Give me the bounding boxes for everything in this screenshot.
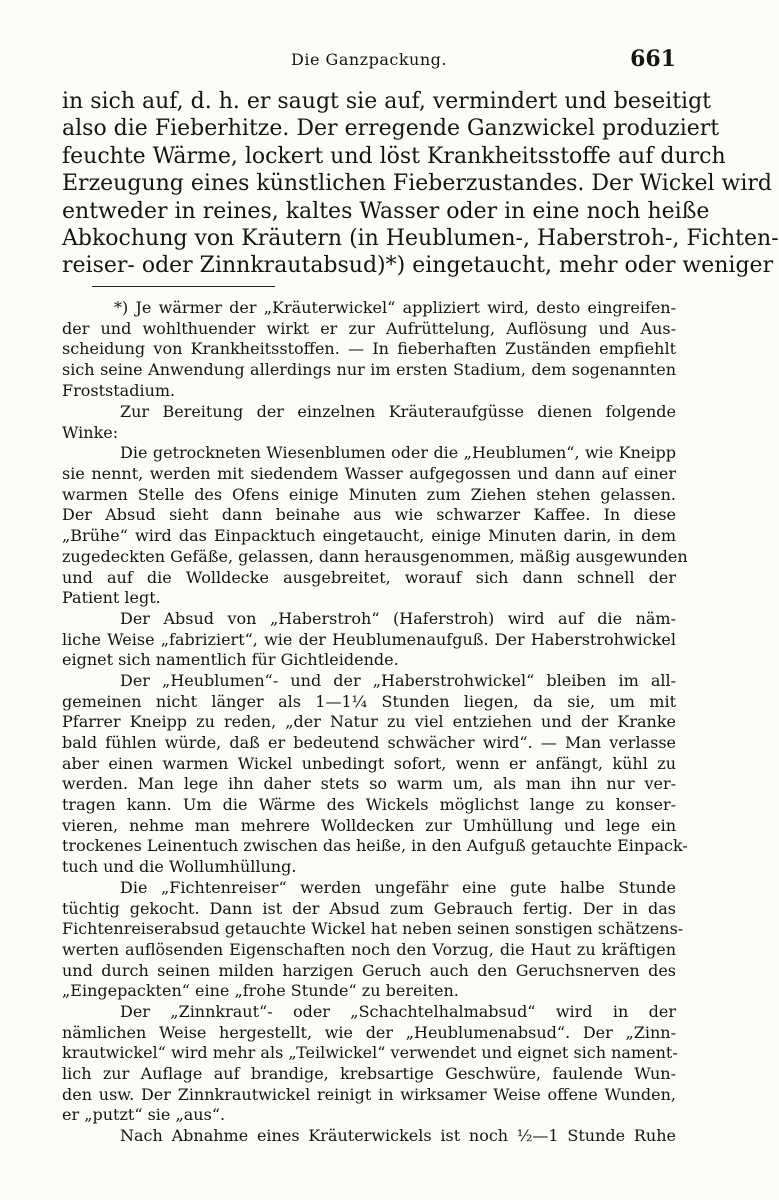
text-line: trockenes Leinentuch zwischen das heiße, in den Aufguß getauchte Einpack- (62, 836, 688, 856)
text-line: liche Weise „fabriziert“, wie der Heublumenaufguß. Der Haberstrohwickel (62, 629, 676, 649)
text-line: Der Absud sieht dann beinahe aus wie schwarzer Kaffee. In diese (62, 505, 676, 525)
page-header (62, 46, 676, 76)
text-line: gemeinen nicht länger als 1—1¼ Stunden liegen, da sie, um mit (62, 691, 676, 711)
text-line: also die Fieberhitze. Der erregende Ganzwickel produziert (62, 116, 720, 142)
text-line: und auf die Wolldecke ausgebreitet, worauf sich dann schnell der (62, 567, 676, 587)
footnote-line: sich seine Anwendung allerdings nur im ersten Stadium, dem sogenannten (62, 360, 676, 380)
text-line: Pfarrer Kneipp zu reden, „der Natur zu viel entziehen und der Kranke (62, 712, 676, 732)
text-line: krautwickel“ wird mehr als „Teilwickel“ verwendet und eignet sich nament- (62, 1043, 678, 1063)
text-line: warmen Stelle des Ofens einige Minuten zum Ziehen stehen gelassen. (62, 484, 676, 504)
text-line: Fichtenreiserabsud getauchte Wickel hat neben seinen sonstigen schätzens- (62, 919, 684, 939)
text-line: Die „Fichtenreiser“ werden ungefähr eine gute halbe Stunde (120, 877, 676, 897)
text-line: Zur Bereitung der einzelnen Kräuteraufgüsse dienen folgende (120, 402, 676, 421)
text-line: in sich auf, d. h. er saugt sie auf, vermindert und beseitigt (62, 89, 711, 114)
text-line: werten auflösenden Eigenschaften noch den Vorzug, die Haut zu kräftigen (62, 939, 676, 959)
footnote-line: scheidung von Krankheitsstoffen. — In fieberhaften Zuständen empfiehlt (62, 339, 676, 359)
text-line: Der „Zinnkraut“- oder „Schachtelhalmabsud“ wird in der (120, 1001, 676, 1021)
text-line: den usw. Der Zinnkrautwickel reinigt in wirksamer Weise offene Wunden, (62, 1084, 676, 1104)
text-line: Der „Heublumen“- und der „Haberstrohwickel“ bleiben im all- (120, 670, 676, 690)
text-line: reiser- oder Zinnkrautabsud)*) eingetaucht, mehr oder weniger (62, 253, 774, 279)
text-line: Erzeugung eines künstlichen Fieberzustandes. Der Wickel wird (62, 171, 773, 197)
running-head: Die Ganzpackung. (291, 50, 447, 69)
text-line: „Brühe“ wird das Einpacktuch eingetaucht, einige Minuten darin, in dem (62, 526, 676, 546)
text-line: Patient legt. (62, 588, 161, 608)
text-line: Die getrockneten Wiesenblumen oder die „Heublumen“, wie Kneipp (120, 443, 676, 463)
footnote-line: *) Je wärmer der „Kräuterwickel“ appliziert wird, desto eingreifen- (114, 298, 676, 317)
text-line: feuchte Wärme, lockert und löst Krankheitsstoffe auf durch (62, 143, 726, 169)
text-line: vieren, nehme man mehrere Wolldecken zur Umhüllung und lege ein (62, 815, 676, 835)
text-line: nämlichen Weise hergestellt, wie der „Heublumenabsud“. Der „Zinn- (62, 1022, 676, 1042)
text-line: entweder in reines, kaltes Wasser oder in eine noch heiße (62, 198, 710, 224)
text-line: eignet sich namentlich für Gichtleidende. (62, 650, 399, 670)
text-line: Abkochung von Kräutern (in Heublumen-, Haberstroh-, Fichten- (62, 225, 779, 251)
text-line: bald fühlen würde, daß er bedeutend schwächer wird“. — Man verlasse (62, 733, 676, 752)
footnote-line: Froststadium. (62, 380, 176, 400)
text-line: Der Absud von „Haberstroh“ (Haferstroh) wird auf die näm- (120, 608, 676, 628)
text-line: er „putzt“ sie „aus“. (62, 1105, 226, 1125)
text-line: tuch und die Wollumhüllung. (62, 857, 297, 877)
footnote-rule (92, 286, 275, 287)
text-line: aber einen warmen Wickel unbedingt sofort, wenn er anfängt, kühl zu (62, 753, 676, 773)
text-line: zugedeckten Gefäße, gelassen, dann herausgenommen, mäßig ausgewunden (62, 546, 688, 566)
page-number: 661 (630, 46, 676, 72)
text-line: werden. Man lege ihn daher stets so warm um, als man ihn nur ver- (62, 774, 676, 794)
text-line: tüchtig gekocht. Dann ist der Absud zum Gebrauch fertig. Der in das (62, 898, 676, 918)
footnote-line: der und wohlthuender wirkt er zur Aufrüttelung, Auflösung und Aus- (62, 318, 676, 338)
text-line: und durch seinen milden harzigen Geruch auch den Geruchsnerven des (62, 960, 676, 980)
text-line: sie nennt, werden mit siedendem Wasser aufgegossen und dann auf einer (62, 464, 676, 484)
body-text (62, 402, 688, 1147)
text-line: lich zur Auflage auf brandige, krebsartige Geschwüre, faulende Wun- (62, 1064, 676, 1083)
text-line: „Eingepackten“ eine „frohe Stunde“ zu bereiten. (62, 981, 459, 1001)
text-line: Winke: (62, 422, 119, 442)
text-line: tragen kann. Um die Wärme des Wickels möglichst lange zu konser- (62, 795, 676, 815)
footnote (62, 298, 676, 401)
main-paragraph (62, 88, 779, 280)
text-line: Nach Abnahme eines Kräuterwickels ist noch ½—1 Stunde Ruhe (120, 1126, 676, 1146)
